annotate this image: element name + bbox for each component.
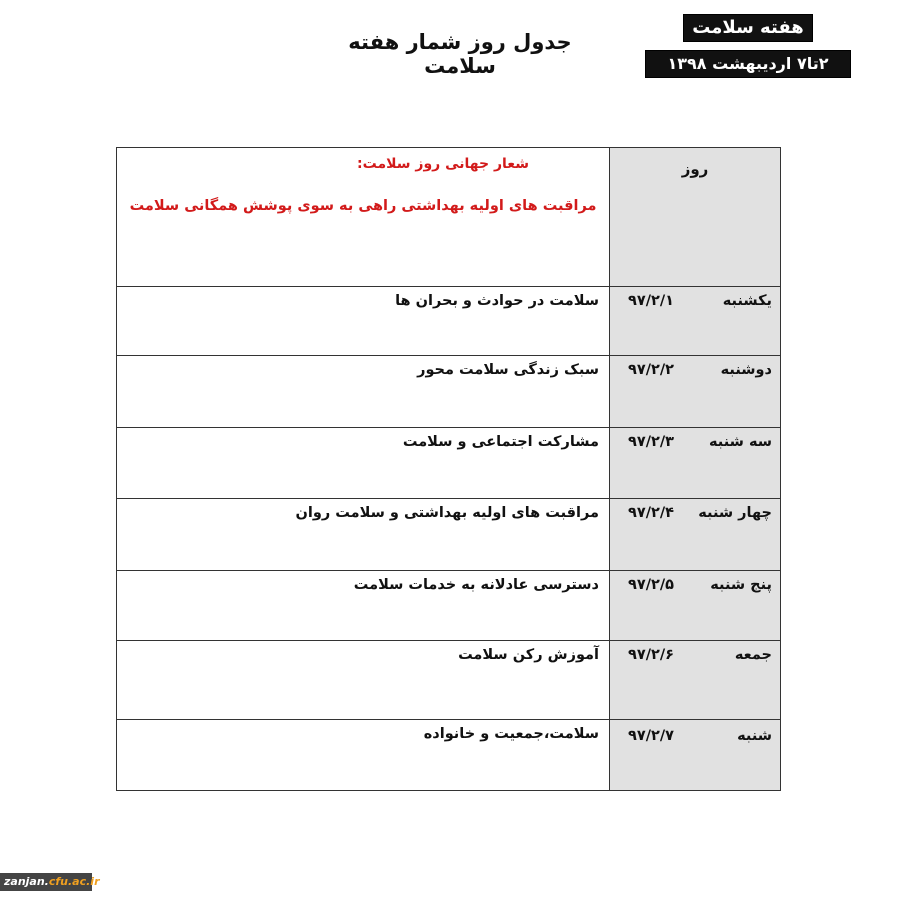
table-row — [117, 356, 781, 428]
day-date: ۹۷/۲/۳ — [628, 434, 674, 450]
day-name: شنبه — [737, 728, 772, 744]
theme-cell — [117, 499, 610, 571]
day-header-label: روز — [681, 160, 709, 178]
day-cell — [610, 720, 781, 791]
health-week-logo — [646, 14, 850, 78]
table-row — [117, 720, 781, 791]
day-cell — [610, 428, 781, 499]
table-row — [117, 287, 781, 356]
day-cell — [610, 641, 781, 720]
table-row — [117, 571, 781, 641]
logo-line-2: ۲تا۷ اردیبهشت ۱۳۹۸ — [645, 50, 851, 78]
theme-text: سلامت،جمعیت و خانواده — [423, 726, 599, 742]
day-name: جمعه — [734, 647, 772, 663]
site-name-part2: cfu.ac.ir — [48, 875, 100, 888]
theme-text: آموزش رکن سلامت — [458, 647, 599, 663]
day-cell — [610, 571, 781, 641]
table-row — [117, 499, 781, 571]
theme-text: سلامت در حوادث و بحران ها — [395, 293, 599, 309]
day-name: یکشنبه — [722, 293, 772, 309]
theme-text: مراقبت های اولیه بهداشتی و سلامت روان — [295, 505, 599, 521]
day-cell — [610, 356, 781, 428]
slogan-title: شعار جهانی روز سلامت: — [357, 156, 529, 172]
theme-cell — [117, 356, 610, 428]
day-name: سه شنبه — [709, 434, 772, 450]
table-header-row — [117, 148, 781, 287]
theme-cell — [117, 641, 610, 720]
theme-cell — [117, 720, 610, 791]
day-date: ۹۷/۲/۱ — [628, 293, 674, 309]
theme-text: مشارکت اجتماعی و سلامت — [402, 434, 599, 450]
logo-line-1: هفته سلامت — [683, 14, 813, 42]
slogan-text: مراقبت های اولیه بهداشتی راهی به سوی پوشش همگانی سلامت — [129, 198, 597, 214]
table-row — [117, 428, 781, 499]
day-date: ۹۷/۲/۶ — [628, 647, 674, 663]
day-date: ۹۷/۲/۷ — [628, 728, 674, 744]
day-date: ۹۷/۲/۲ — [628, 362, 674, 378]
day-cell — [610, 287, 781, 356]
table-row — [117, 641, 781, 720]
slogan — [117, 148, 609, 214]
theme-text: سبک زندگی سلامت محور — [417, 362, 599, 378]
day-name: پنج شنبه — [710, 577, 772, 593]
page-title: جدول روز شمار هفته سلامت — [348, 30, 572, 78]
theme-text: دسترسی عادلانه به خدمات سلامت — [353, 577, 599, 593]
schedule-table — [116, 147, 781, 791]
day-name: چهار شنبه — [698, 505, 772, 521]
slogan-cell — [117, 148, 610, 287]
day-cell — [610, 499, 781, 571]
day-name: دوشنبه — [720, 362, 772, 378]
theme-cell — [117, 428, 610, 499]
theme-cell — [117, 571, 610, 641]
day-date: ۹۷/۲/۵ — [628, 577, 674, 593]
theme-cell — [117, 287, 610, 356]
site-name-part1: zanjan. — [4, 875, 49, 888]
site-watermark — [0, 873, 100, 891]
day-date: ۹۷/۲/۴ — [628, 505, 674, 521]
